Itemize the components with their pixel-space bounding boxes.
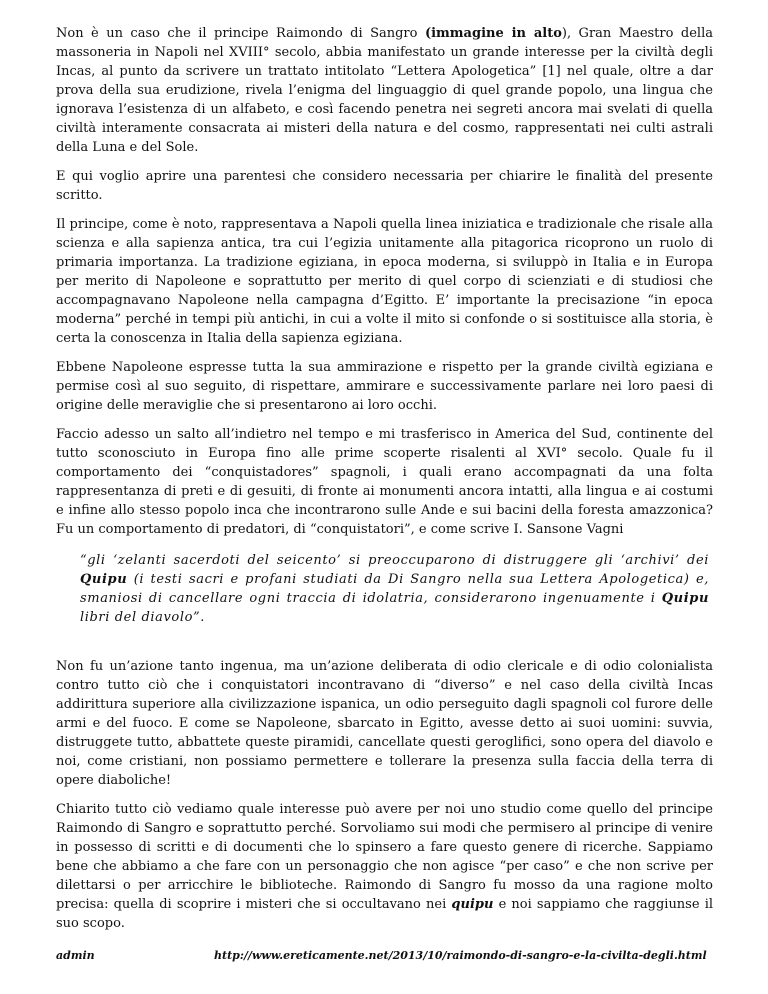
quote-part-3: libri del diavolo”.: [80, 610, 206, 625]
paragraph-1: [56, 24, 713, 157]
quote-quipu-1: Quipu: [80, 572, 128, 587]
paragraph-6: Non fu un’azione tanto ingenua, ma un’azione deliberata di odio clericale e di odio colonialista contro tutto ciò che i conquistatori incontravano di “diverso” e nel caso della civiltà Incas addirittura superiore alla civilizzazione ispanica, un odio perseguito dagli spagnoli col furore delle armi e del fuoco. E come se Napoleone, sbarcato in Egitto, avesse detto ai suoi uomini: suvvia, distruggete tutto, abbattete queste piramidi, cancellate questi geroglifici, sono opera del diavolo e noi, come cristiani, non possiamo permettere e tollerare la presenza sulla faccia della terra di opere diaboliche!: [56, 659, 713, 788]
quote-quipu-2: Quipu: [661, 591, 709, 606]
paragraph-1-text-start: Non è un caso che il principe Raimondo di Sangro: [56, 26, 425, 41]
quote-part-2: (i testi sacri e profani studiati da Di Sangro nella sua Lettera Apologetica) e, smaniosi di cancellare ogni traccia di idolatria, considerarono ingenuamente i: [80, 572, 709, 606]
footer-author: admin: [56, 949, 95, 962]
document-body: [56, 24, 713, 943]
quote-part-1: “gli ‘zelanti sacerdoti del seicento’ si preoccuparono di distruggere gli ‘archivi’ dei: [80, 553, 709, 568]
footer-url[interactable]: http://www.ereticamente.net/2013/10/raimondo-di-sangro-e-la-civilta-degli.html: [214, 949, 707, 962]
image-reference-bold: (immagine in alto: [424, 26, 562, 41]
quote-text: [80, 551, 709, 627]
paragraph-7-text-end: e noi sappiamo che raggiunse il suo scopo.: [56, 897, 714, 931]
quipu-emphasis: quipu: [451, 897, 494, 912]
paragraph-2: E qui voglio aprire una parentesi che considero necessaria per chiarire le finalità del presente scritto.: [56, 169, 713, 203]
blockquote: [80, 551, 709, 627]
paragraph-1-text-end: ), Gran Maestro della massoneria in Napoli nel XVIII° secolo, abbia manifestato un grande interesse per la civiltà degli Incas, al punto da scrivere un trattato intitolato “Lettera Apologetica” [1] nel quale, oltre a dar prova della sua erudizione, rivela l’enigma del linguaggio di quel grande popolo, una lingua che ignorava l’esistenza di un alfabeto, e così facendo penetra nei segreti ancora mai svelati di quella civiltà interamente consacrata ai misteri della natura e del cosmo, rappresentati nei culti astrali della Luna e del Sole.: [56, 26, 713, 155]
paragraph-5: Faccio adesso un salto all’indietro nel tempo e mi trasferisco in America del Sud, continente del tutto sconosciuto in Europa fino alle prime scoperte risalenti al XVI° secolo. Quale fu il comportamento dei “conquistadores” spagnoli, i quali erano accompagnati da una folta rappresentanza di preti e di gesuiti, di fronte ai monumenti ancora intatti, alla lingua e ai costumi e infine allo stesso popolo inca che incontrarono sulle Ande e sui bacini della foresta amazzonica? Fu un comportamento di predatori, di “conquistatori”, e come scrive I. Sansone Vagni: [56, 427, 713, 537]
paragraph-7-text-start: Chiarito tutto ciò vediamo quale interesse può avere per noi uno studio come quello del principe Raimondo di Sangro e soprattutto perché. Sorvoliamo sui modi che permisero al principe di venire in possesso di scritti e di documenti che lo spinsero a fare questo genere di ricerche. Sappiamo bene che abbiamo a che fare con un personaggio che non agisce “per caso” e che non scrive per dilettarsi o per arricchire le biblioteche. Raimondo di Sangro fu mosso da una ragione molto precisa: quella di scoprire i misteri che si occultavano nei: [56, 802, 713, 912]
paragraph-3: Il principe, come è noto, rappresentava a Napoli quella linea iniziatica e tradizionale che risale alla scienza e alla sapienza antica, tra cui l’egizia unitamente alla pitagorica ricoprono un ruolo di primaria importanza. La tradizione egiziana, in epoca moderna, si sviluppò in Italia e in Europa per merito di Napoleone e soprattutto per merito di quel corpo di scienziati e di studiosi che accompagnavano Napoleone nella campagna d’Egitto. E’ importante la precisazione “in epoca moderna” perché in tempi più antichi, in cui a volte il mito si confonde o si sostituisce alla storia, è certa la conoscenza in Italia della sapienza egiziana.: [56, 217, 713, 346]
paragraph-7: [56, 800, 713, 933]
paragraph-4: Ebbene Napoleone espresse tutta la sua ammirazione e rispetto per la grande civiltà egiziana e permise così al suo seguito, di rispettare, ammirare e successivamente parlare nei loro paesi di origine delle meraviglie che si presentarono ai loro occhi.: [56, 360, 713, 413]
